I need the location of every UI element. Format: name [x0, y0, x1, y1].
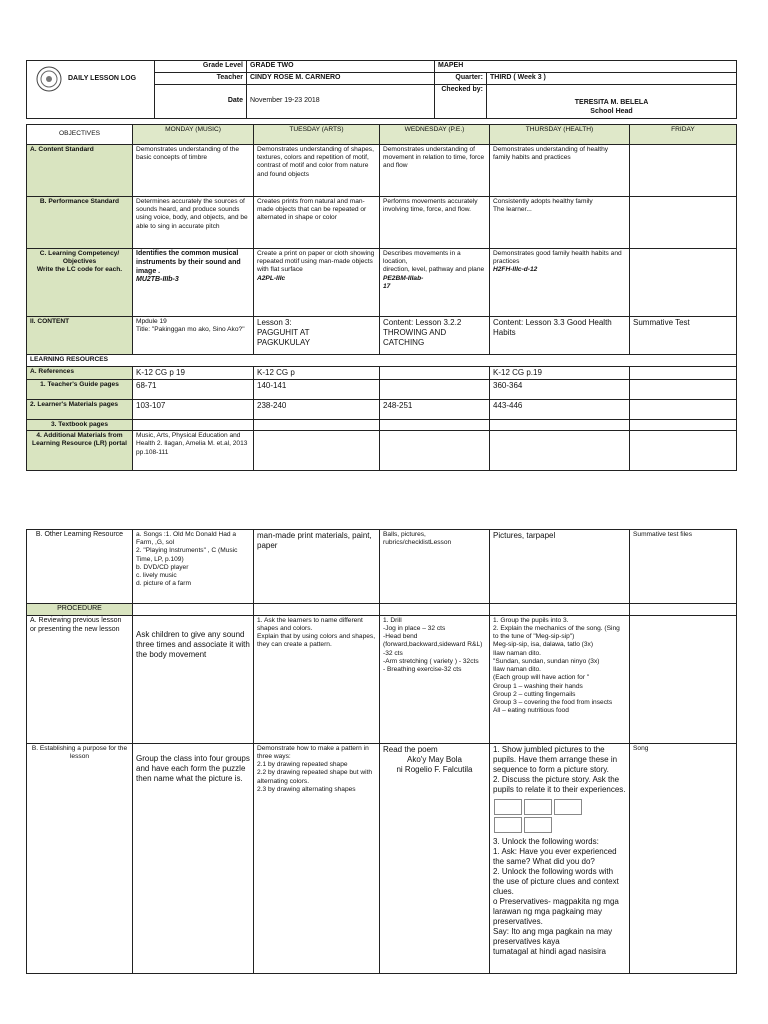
- lesson-table-1: [26, 124, 737, 471]
- poem-title: Ako'y May Bola: [407, 754, 462, 764]
- procedure-b-fri: Song: [630, 743, 737, 973]
- friday-header: FRIDAY: [630, 125, 737, 145]
- procedure-b-tue: Demonstrate how to make a pattern in three ways: 2.1 by drawing repeated shape 2.2 by drawing repeated shape but with alternating colors. 2.3 by drawing alternating shapes: [254, 743, 380, 973]
- poem-author: ni Rogelio F. Falcutila: [396, 764, 473, 774]
- procedure-b-thu-bottom: 3. Unlock the following words: 1. Ask: Have you ever experienced the same? What did you do? 2. Unlock the following words with the use of picture clues and context clues. o Preservatives- magpakita ng mga larawan ng mga pagkaing may preservatives. Say: Ito ang mga pagkain na may preservatives kaya tumatagal at hindi agad nasisira: [493, 836, 619, 956]
- competency-tue-code: A2PL-IIIc: [257, 274, 286, 282]
- other-wed: Balls, pictures, rubrics/checklistLesson: [380, 530, 490, 604]
- procedure-a-label: A. Reviewing previous lesson or presenting the new lesson: [27, 615, 133, 743]
- procedure-a-tue: 1. Ask the learners to name different shapes and colors. Explain that by using colors and shapes, they can create a pattern.: [254, 615, 380, 743]
- ref-mon: K-12 CG p 19: [133, 367, 254, 380]
- ref-tue: K-12 CG p: [254, 367, 380, 380]
- performance-standard-mon: Determines accurately the sources of sounds heard, and produce sounds using voice, body, and objects, and be able to sing in accurate pitch: [133, 197, 254, 249]
- procedure-label: PROCEDURE: [27, 604, 133, 616]
- content-tue: Lesson 3: PAGGUHIT AT PAGKUKULAY: [254, 317, 380, 355]
- tuesday-header: TUESDAY (ARTS): [254, 125, 380, 145]
- performance-standard-thu: Consistently adopts healthy family The learner...: [490, 197, 630, 249]
- performance-standard-label: B. Performance Standard: [27, 197, 133, 249]
- competency-mon: Identifies the common musical instruments by their sound and image .: [136, 250, 241, 275]
- wednesday-header: WEDNESDAY (P.E.): [380, 125, 490, 145]
- content-standard-mon: Demonstrates understanding of the basic concepts of timbre: [133, 145, 254, 197]
- story-picture: [554, 799, 582, 815]
- performance-standard-tue: Creates prints from natural and man-made objects that can be repeated or alternated in shape or color: [254, 197, 380, 249]
- procedure-a-mon: Ask children to give any sound three times and associate it with the body movement: [133, 615, 254, 743]
- content-fri: Summative Test: [630, 317, 737, 355]
- tg-tue: 140-141: [254, 380, 380, 400]
- procedure-b-thu-top: 1. Show jumbled pictures to the pupils. Have them arrange these in sequence to form a picture story. 2. Discuss the picture story. Ask the pupils to relate it to their experiences.: [493, 744, 626, 794]
- competency-thu-code: H2FH-IIIc-d-12: [493, 266, 538, 274]
- content-standard-tue: Demonstrates understanding of shapes, textures, colors and repetition of motif, contrast of motif and color from nature and found objects: [254, 145, 380, 197]
- teacher-value: CINDY ROSE M. CARNERO: [247, 72, 435, 84]
- lm-wed: 248-251: [380, 400, 490, 420]
- procedure-b-wed-title: Read the poem: [383, 744, 438, 754]
- procedure-b-label: B. Establishing a purpose for the lesson: [27, 743, 133, 973]
- deped-seal-icon: [36, 66, 62, 92]
- ref-thu: K-12 CG p.19: [490, 367, 630, 380]
- story-picture: [524, 799, 552, 815]
- performance-standard-wed: Performs movements accurately involving time, force, and flow.: [380, 197, 490, 249]
- procedure-a-thu: 1. Group the pupils into 3. 2. Explain the mechanics of the song. (Sing to the tune of "Meg-sip-sip") Meg-sip-sip, isa, dalawa, tatlo (3x) Ilaw naman dito. "Sundan, sundan, sundan ninyo (3x) Ilaw naman dito. (Each group will have action for " Group 1 – washing their hands Group 2 – cutting fingernails Group 3 – covering the food from insects All – eating nutritious food: [490, 615, 630, 743]
- other-mon: a. Songs :1. Old Mc Donald Had a Farm, ,G, sol 2. "Playing Instruments" , C (Music Time, LP, p.109) b. DVD/CD player c. lively music d. picture of a farm: [133, 530, 254, 604]
- checked-label: Checked by:: [435, 84, 487, 118]
- other-fri: Summative test files: [630, 530, 737, 604]
- logo-cell: [27, 61, 155, 119]
- school-head-title: School Head: [590, 107, 633, 115]
- content-thu: Content: Lesson 3.3 Good Health Habits: [490, 317, 630, 355]
- grade-level-label: Grade Level: [155, 61, 247, 73]
- date-value: November 19-23 2018: [247, 84, 435, 118]
- objectives-header: OBJECTIVES: [27, 125, 133, 145]
- competency-mon-code: MU2TB-IIIb-3: [136, 276, 179, 284]
- lm-thu: 443-446: [490, 400, 630, 420]
- grade-level-value: GRADE TWO: [247, 61, 435, 73]
- story-picture: [494, 817, 522, 833]
- add-mon: Music, Arts, Physical Education and Health 2. Ilagan, Amelia M. et.al, 2013 pp.108-111: [133, 431, 254, 471]
- tg-label: 1. Teacher's Guide pages: [27, 380, 133, 400]
- other-resource-label: B. Other Learning Resource: [27, 530, 133, 604]
- lm-label: 2. Learner's Materials pages: [27, 400, 133, 420]
- competency-sub: Write the LC code for each.: [36, 266, 123, 274]
- date-label: Date: [155, 84, 247, 118]
- subject-value: MAPEH: [435, 61, 737, 73]
- content-standard-wed: Demonstrates understanding of movement in relation to time, force and flow: [380, 145, 490, 197]
- monday-header: MONDAY (MUSIC): [133, 125, 254, 145]
- content-mon: Mpdule 19 Title: "Pakinggan mo ako, Sino Ako?": [133, 317, 254, 355]
- tg-thu: 360-364: [490, 380, 630, 400]
- header-table: [26, 60, 737, 119]
- content-standard-label: A. Content Standard: [27, 145, 133, 197]
- story-picture: [524, 817, 552, 833]
- content-wed: Content: Lesson 3.2.2 THROWING AND CATCHING: [380, 317, 490, 355]
- lm-tue: 238-240: [254, 400, 380, 420]
- teacher-label: Teacher: [155, 72, 247, 84]
- competency-tue: Create a print on paper or cloth showing repeated motif using man-made objects with flat surface: [257, 250, 375, 274]
- competency-label: C. Learning Competency/ Objectives: [39, 250, 120, 266]
- lm-mon: 103-107: [133, 400, 254, 420]
- content-label: II. CONTENT: [27, 317, 133, 355]
- picture-story-images: [493, 798, 626, 834]
- other-thu: Pictures, tarpapel: [490, 530, 630, 604]
- thursday-header: THURSDAY (HEALTH): [490, 125, 630, 145]
- tg-mon: 68-71: [133, 380, 254, 400]
- resources-label: LEARNING RESOURCES: [27, 355, 737, 367]
- competency-wed: Describes movements in a location, direction, level, pathway and plane: [383, 250, 485, 274]
- quarter-value: THIRD ( Week 3 ): [487, 72, 737, 84]
- procedure-b-mon: Group the class into four groups and have each form the puzzle then name what the picture is.: [133, 743, 254, 973]
- tb-label: 3. Textbook pages: [27, 420, 133, 431]
- add-label: 4. Additional Materials from Learning Resource (LR) portal: [27, 431, 133, 471]
- procedure-a-wed: 1. Drill -Jog in place – 32 cts -Head bend (forward,backward,sideward R&L) -32 cts -Arm stretching ( variety ) - 32cts - Breathing exercise-32 cts: [380, 615, 490, 743]
- doc-title: DAILY LESSON LOG: [68, 74, 137, 82]
- competency-thu: Demonstrates good family health habits and practices: [493, 250, 622, 266]
- school-head-name: TERESITA M. BELELA: [574, 99, 649, 106]
- story-picture: [494, 799, 522, 815]
- lesson-table-2: [26, 529, 737, 974]
- quarter-label: Quarter:: [435, 72, 487, 84]
- content-standard-thu: Demonstrates understanding of healthy family habits and practices: [490, 145, 630, 197]
- references-label: A. References: [27, 367, 133, 380]
- other-tue: man-made print materials, paint, paper: [254, 530, 380, 604]
- competency-wed-code: PE2BM-IIIab- 17: [383, 274, 424, 290]
